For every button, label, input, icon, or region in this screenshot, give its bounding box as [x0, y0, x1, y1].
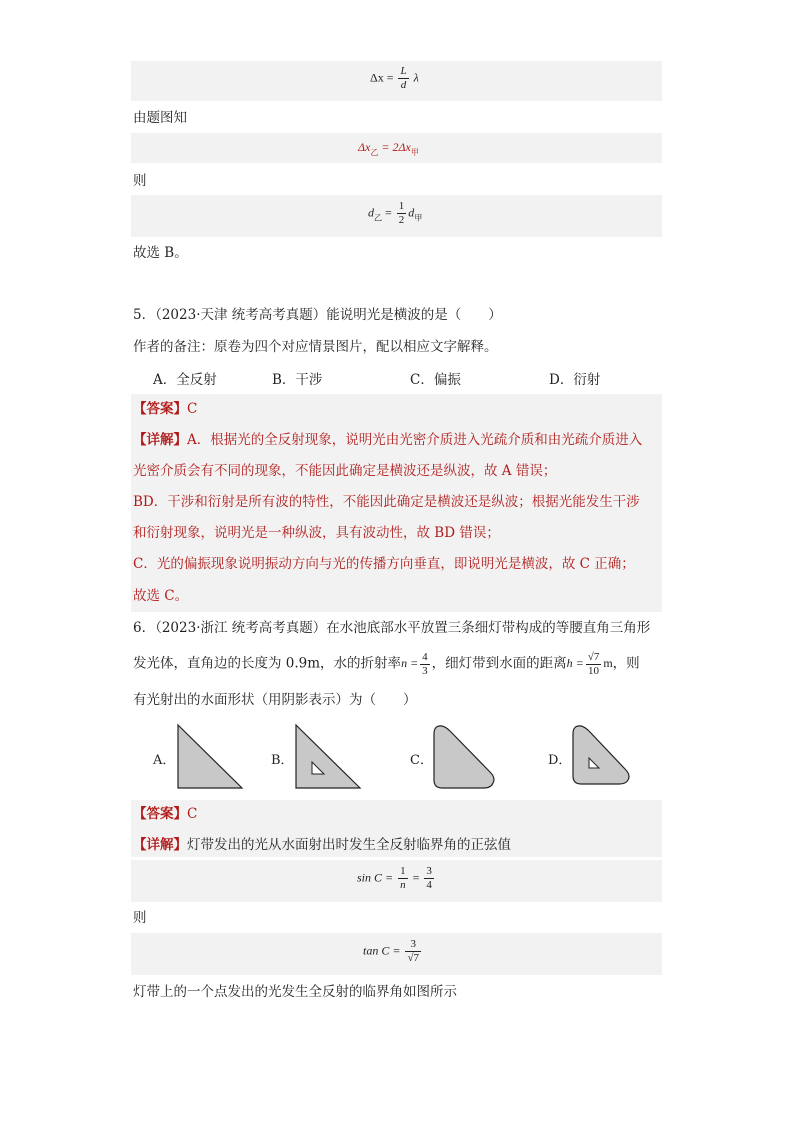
formula-4-num-2: 3	[426, 865, 432, 877]
q6-answer-value: C	[187, 806, 198, 822]
q6-line-2a: 发光体，直角边的长度为 0.9m，水的折射率	[133, 655, 402, 672]
text-last: 灯带上的一个点发出的光发生全反射的临界角如图所示	[133, 984, 457, 1000]
detail-tag: 【详解】	[133, 432, 187, 448]
q5-answer-value: C	[187, 401, 198, 417]
q6-line-1: 6．（2023·浙江 统考高考真题）在水池底部水平放置三条细灯带构成的等腰直角三角形	[133, 620, 651, 636]
q6-h-num: √7	[587, 651, 600, 663]
formula-5-den: √7	[407, 952, 419, 964]
q5-detail-1-text: A．根据光的全反射现象，说明光由光密介质进入光疏介质和由光疏介质进入	[187, 432, 643, 448]
q6-line-2	[133, 652, 640, 677]
q5-answer	[133, 399, 197, 419]
text-ze-1: 则	[133, 173, 147, 189]
q5-detail-3: BD．干涉和衍射是所有波的特性，不能因此确定是横波还是纵波；根据光能发生干涉	[133, 494, 640, 510]
formula-2-eq: = 2Δx	[381, 140, 411, 154]
q6-line-3: 有光射出的水面形状（用阴影表示）为（ ）	[133, 692, 417, 708]
q5-option-b: B．干涉	[272, 372, 323, 388]
q6-detail-1	[133, 835, 511, 855]
q5-option-a: A．全反射	[153, 372, 217, 388]
formula-3-eq: =	[385, 205, 392, 220]
formula-3-tail: d	[408, 205, 415, 220]
formula-2	[358, 140, 419, 158]
q5-note: 作者的备注：原卷为四个对应情景图片，配以相应文字解释。	[133, 339, 498, 355]
formula-2-a-sub: 乙	[370, 148, 379, 157]
formula-1	[370, 66, 419, 91]
formula-2-b-sub: 甲	[410, 148, 419, 157]
text-youti: 由题图知	[133, 110, 187, 126]
formula-3-lhs-sub: 乙	[374, 213, 382, 223]
q6-answer-tag: 【答案】	[133, 806, 187, 822]
q6-n-num: 4	[422, 651, 428, 663]
q6-n-formula	[401, 651, 432, 677]
formula-1-den: d	[400, 79, 407, 91]
formula-1-lhs: Δx =	[370, 70, 394, 85]
q6-option-d-figure	[569, 722, 641, 792]
formula-1-fraction	[398, 66, 408, 91]
q6-n-lhs: n =	[401, 656, 419, 671]
formula-4-eq: =	[412, 870, 420, 885]
formula-3-fraction	[397, 201, 407, 226]
formula-3-tail-sub: 甲	[414, 213, 423, 223]
text-ze-2: 则	[133, 910, 147, 926]
q6-h-unit: m	[603, 656, 613, 671]
q5-option-d: D．衍射	[549, 372, 601, 388]
formula-3-den: 2	[398, 214, 405, 226]
formula-2-a: Δx	[358, 140, 371, 154]
formula-5-fraction	[405, 939, 421, 964]
q6-h-fraction	[586, 652, 602, 677]
formula-3-lhs: d	[368, 205, 374, 220]
q5-detail-4: 和衍射现象，说明光是一种纵波，具有波动性，故 BD 错误；	[133, 525, 500, 541]
q6-option-a-figure	[174, 722, 246, 792]
q6-option-c-label: C．	[410, 753, 433, 768]
formula-4-den-2: 4	[426, 879, 432, 891]
q6-n-den: 3	[422, 665, 428, 677]
formula-1-tail: λ	[413, 70, 419, 85]
formula-4-num-1: 1	[400, 865, 406, 877]
q6-detail-tag: 【详解】	[133, 837, 187, 853]
q5-detail-2: 光密介质会有不同的现象，不能因此确定是横波还是纵波，故 A 错误；	[133, 463, 557, 479]
formula-4-lhs: sin C =	[357, 870, 394, 885]
q6-line-2c: ，则	[612, 655, 640, 672]
q5-detail-1	[133, 430, 642, 450]
formula-5	[363, 939, 423, 964]
formula-5-num: 3	[405, 939, 421, 952]
q6-option-d-label: D．	[548, 753, 572, 768]
q6-option-a-label: A．	[153, 753, 176, 768]
formula-4	[357, 866, 436, 891]
q6-h-lhs: h =	[566, 656, 584, 671]
q6-n-fraction	[420, 652, 430, 677]
formula-5-lhs: tan C =	[363, 943, 401, 958]
q5-detail-5: C．光的偏振现象说明振动方向与光的传播方向垂直，即说明光是横波，故 C 正确；	[133, 556, 635, 572]
q5-detail-6: 故选 C。	[133, 588, 189, 604]
q6-line-2b: ，细灯带到水面的距离	[431, 655, 567, 672]
answer-tag: 【答案】	[133, 401, 187, 417]
q6-option-b-figure	[292, 722, 364, 792]
q6-h-formula	[566, 651, 613, 677]
formula-1-num: L	[400, 65, 407, 77]
text-guxuan-b: 故选 B。	[133, 245, 188, 261]
formula-4-den-1: n	[400, 879, 406, 891]
q5-stem: 5．（2023·天津 统考高考真题）能说明光是横波的是（ ）	[133, 307, 502, 323]
q6-h-den: 10	[588, 665, 600, 677]
q6-answer	[133, 804, 197, 824]
q6-detail-1-text: 灯带发出的光从水面射出时发生全反射临界角的正弦值	[187, 837, 511, 853]
formula-4-fraction-1	[398, 866, 408, 891]
formula-3-num: 1	[398, 200, 405, 212]
q5-option-c: C．偏振	[410, 372, 461, 388]
q6-option-c-figure	[430, 722, 502, 792]
q6-option-b-label: B．	[271, 753, 294, 768]
formula-4-fraction-2	[424, 866, 434, 891]
formula-3	[368, 201, 422, 226]
